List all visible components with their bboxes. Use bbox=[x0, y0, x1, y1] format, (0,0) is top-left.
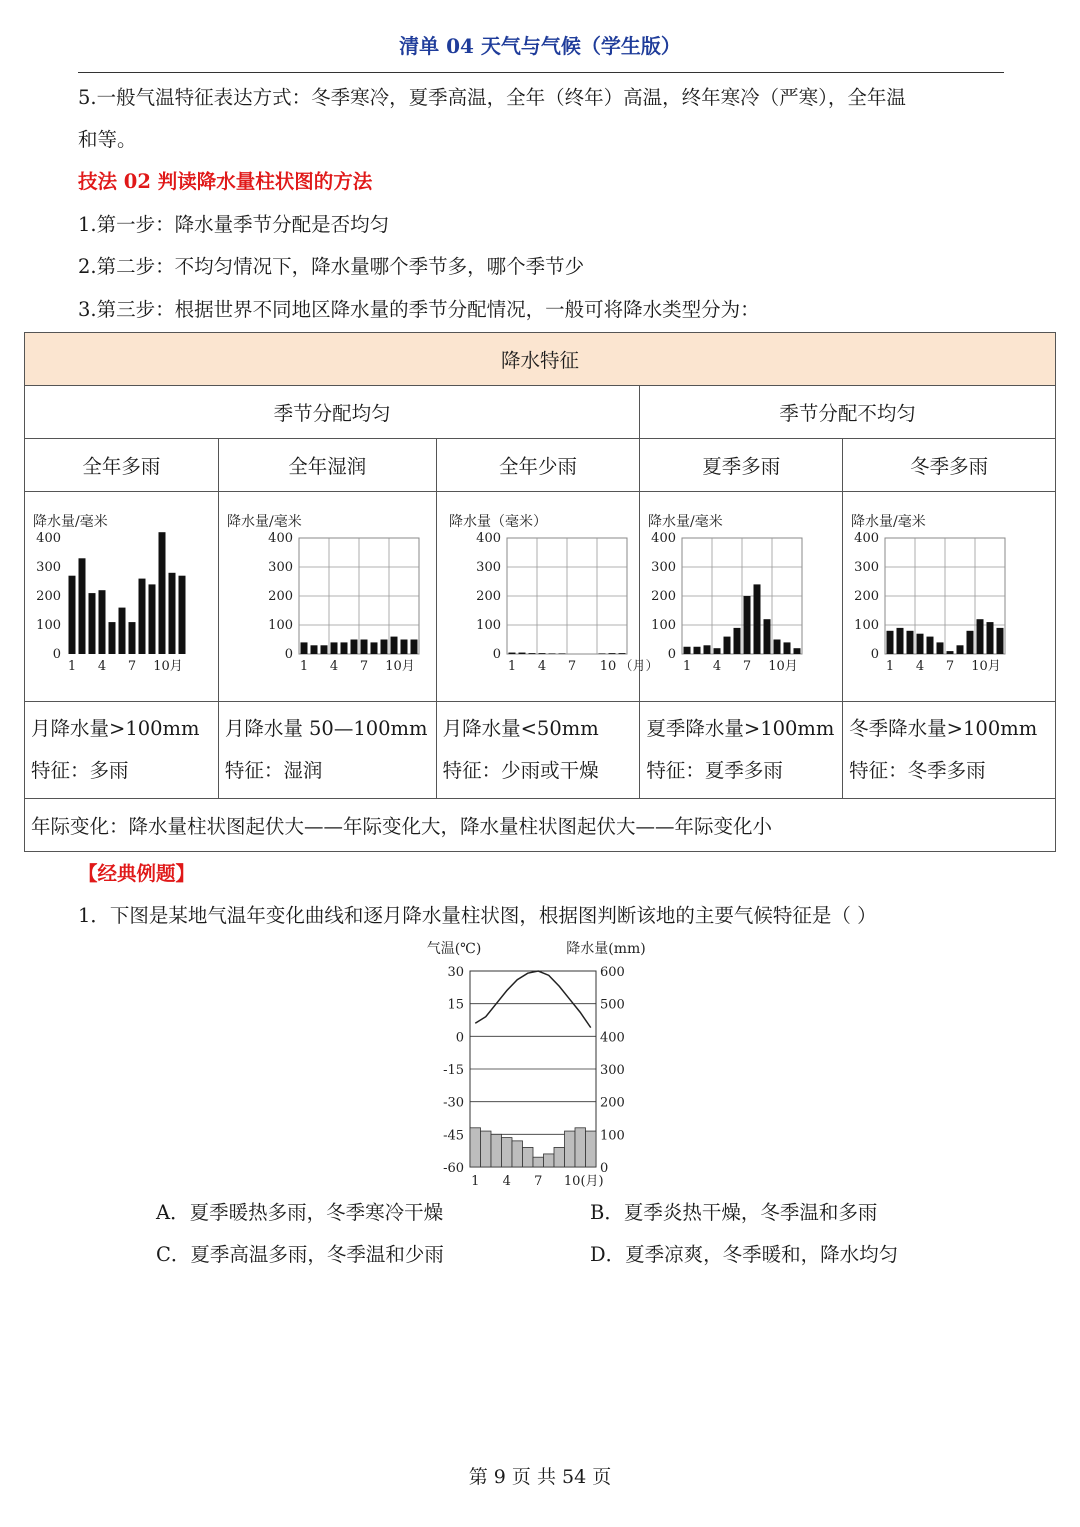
x-tick-label: 1 bbox=[471, 1174, 480, 1189]
bar bbox=[139, 579, 146, 654]
bar bbox=[967, 631, 974, 654]
x-tick-label: 4 bbox=[329, 659, 338, 674]
bar bbox=[350, 640, 357, 655]
bar bbox=[320, 645, 327, 654]
chart-cell bbox=[640, 492, 843, 702]
x-tick-label: 1 bbox=[886, 659, 895, 674]
y2-tick-label: 500 bbox=[600, 997, 625, 1013]
x-tick-label: 1 bbox=[507, 659, 516, 674]
y-tick-label: 400 bbox=[268, 531, 293, 546]
y-tick-label: 0 bbox=[492, 647, 501, 662]
annual-variation-note: 年际变化：降水量柱状图起伏大——年际变化大，降水量柱状图起伏大——年际变化小 bbox=[25, 799, 1056, 852]
precip-bar bbox=[491, 1134, 502, 1167]
method-title: 技法 02 判读降水量柱状图的方法 bbox=[78, 170, 373, 193]
option-a[interactable]: A．夏季暖热多雨，冬季寒冷干燥 bbox=[156, 1201, 444, 1224]
table-header: 降水特征 bbox=[25, 333, 1056, 386]
paragraph-5-line-1: 5.一般气温特征表达方式：冬季寒冷，夏季高温，全年（终年）高温，终年寒冷（严寒），全年温 bbox=[78, 86, 906, 109]
desc-cell bbox=[25, 702, 219, 799]
x-tick-label: 10月 bbox=[153, 659, 183, 674]
option-d[interactable]: D．夏季凉爽，冬季暖和，降水均匀 bbox=[590, 1243, 899, 1266]
bar bbox=[79, 558, 86, 654]
desc-line: 特征：少雨或干燥 bbox=[442, 759, 599, 782]
precip-bar bbox=[523, 1147, 534, 1167]
y-axis-title: 气温(℃) bbox=[426, 941, 482, 957]
y-tick-label: 0 bbox=[284, 647, 293, 662]
bar bbox=[119, 608, 126, 654]
desc-line: 特征：夏季多雨 bbox=[646, 759, 783, 782]
chart-title: 降水量/毫米 bbox=[226, 514, 302, 530]
step-2: 2.第二步：不均匀情况下，降水量哪个季节多，哪个季节少 bbox=[78, 255, 585, 278]
bar bbox=[704, 645, 711, 654]
x-tick-label: 7 bbox=[359, 659, 368, 674]
precipitation-table bbox=[24, 332, 1056, 852]
precip-bar bbox=[502, 1138, 513, 1167]
page-footer: 第 9 页 共 54 页 bbox=[468, 1466, 612, 1488]
y-tick-label: 0 bbox=[870, 647, 880, 662]
bar bbox=[109, 622, 116, 654]
desc-line: 月降水量<50mm bbox=[442, 717, 599, 740]
desc-line: 特征：冬季多雨 bbox=[849, 759, 986, 782]
bar bbox=[927, 637, 934, 654]
example-label: 【经典例题】 bbox=[78, 862, 196, 885]
x-tick-label: 7 bbox=[127, 659, 137, 674]
y-tick-label: 300 bbox=[475, 560, 501, 575]
bar bbox=[907, 631, 914, 654]
desc-cell bbox=[640, 702, 843, 799]
desc-line: 夏季降水量>100mm bbox=[646, 717, 835, 740]
bar bbox=[129, 622, 136, 654]
bar bbox=[694, 647, 701, 654]
bar bbox=[548, 653, 555, 654]
option-b[interactable]: B．夏季炎热干燥，冬季温和多雨 bbox=[590, 1201, 878, 1224]
y-tick-label: 300 bbox=[36, 560, 61, 575]
bar bbox=[518, 653, 525, 654]
bar bbox=[794, 648, 801, 654]
example-question: 1．下图是某地气温年变化曲线和逐月降水量柱状图，根据图判断该地的主要气候特征是（ ） bbox=[78, 904, 877, 927]
y-tick-label: -60 bbox=[443, 1161, 464, 1176]
paragraph-5-line-2: 和等。 bbox=[78, 128, 137, 151]
bar bbox=[977, 619, 984, 654]
x-tick-label: 4 bbox=[97, 659, 107, 674]
mini-chart-1 bbox=[25, 492, 219, 702]
bar bbox=[528, 653, 535, 654]
x-tick-label: 1 bbox=[299, 659, 308, 674]
y-tick-label: -30 bbox=[443, 1095, 464, 1111]
precip-bar bbox=[533, 1157, 544, 1167]
group-uneven: 季节分配不均匀 bbox=[640, 386, 1056, 439]
x-tick-label: 1 bbox=[67, 659, 77, 674]
x-tick-label: 4 bbox=[713, 659, 722, 674]
chart-title: 降水量（毫米） bbox=[448, 514, 547, 530]
bar bbox=[887, 631, 894, 654]
x-tick-label: 10(月) bbox=[563, 1174, 604, 1189]
y-tick-label: 100 bbox=[651, 618, 677, 633]
chart-title: 降水量/毫米 bbox=[648, 514, 724, 530]
y-tick-label: -45 bbox=[443, 1128, 464, 1144]
y-tick-label: 30 bbox=[447, 965, 464, 980]
x-tick-label: 1 bbox=[683, 659, 692, 674]
y2-tick-label: 100 bbox=[600, 1128, 625, 1144]
bar bbox=[957, 645, 964, 654]
x-tick-label: 4 bbox=[916, 659, 925, 674]
bar bbox=[330, 642, 337, 654]
precip-bar bbox=[470, 1128, 481, 1167]
y-tick-label: 100 bbox=[36, 618, 61, 633]
page-header-title: 清单 04 天气与气候（学生版） bbox=[399, 34, 681, 58]
x-tick-label: 10月 bbox=[385, 659, 415, 674]
y-tick-label: 100 bbox=[854, 618, 880, 633]
y-tick-label: 100 bbox=[475, 618, 501, 633]
bar bbox=[149, 584, 156, 654]
y2-tick-label: 600 bbox=[600, 965, 625, 980]
bar bbox=[987, 622, 994, 654]
chart-title: 降水量/毫米 bbox=[851, 514, 926, 530]
bar bbox=[99, 590, 106, 654]
bar bbox=[744, 596, 751, 654]
desc-line: 冬季降水量>100mm bbox=[849, 717, 1038, 740]
option-c[interactable]: C．夏季高温多雨，冬季温和少雨 bbox=[156, 1243, 444, 1266]
y-tick-label: 400 bbox=[651, 531, 677, 546]
desc-line: 特征：湿润 bbox=[224, 759, 323, 782]
x-tick-label: 7 bbox=[534, 1174, 543, 1189]
x-tick-label: 7 bbox=[567, 659, 576, 674]
bar bbox=[370, 642, 377, 654]
chart-title: 降水量/毫米 bbox=[33, 514, 108, 530]
bar bbox=[380, 640, 387, 655]
bar bbox=[684, 647, 691, 654]
bar bbox=[558, 653, 565, 654]
y2-tick-label: 300 bbox=[600, 1063, 625, 1078]
step-1: 1.第一步：降水量季节分配是否均匀 bbox=[78, 213, 390, 236]
y-tick-label: 300 bbox=[651, 560, 677, 575]
bar bbox=[310, 645, 317, 654]
desc-cell bbox=[436, 702, 640, 799]
bar bbox=[774, 640, 781, 655]
bar bbox=[598, 653, 605, 654]
chart-cell bbox=[25, 492, 219, 702]
y-tick-label: 200 bbox=[651, 589, 677, 604]
chart-cell bbox=[218, 492, 436, 702]
bar bbox=[997, 628, 1004, 654]
chart-cell bbox=[436, 492, 659, 702]
desc-line: 月降水量 50—100mm bbox=[224, 717, 428, 740]
bar bbox=[764, 619, 771, 654]
bar bbox=[724, 637, 731, 654]
y-tick-label: 200 bbox=[268, 589, 293, 604]
y-tick-label: 300 bbox=[854, 560, 880, 575]
y2-axis-title: 降水量(mm) bbox=[566, 941, 646, 957]
group-even: 季节分配均匀 bbox=[25, 386, 640, 439]
y-tick-label: 400 bbox=[475, 531, 501, 546]
desc-cell bbox=[843, 702, 1056, 799]
bar bbox=[608, 653, 615, 654]
type-cell: 冬季多雨 bbox=[843, 439, 1056, 492]
x-tick-label: 7 bbox=[743, 659, 752, 674]
x-tick-label: 4 bbox=[502, 1174, 511, 1189]
y-tick-label: 300 bbox=[268, 560, 293, 575]
temperature-curve bbox=[475, 971, 591, 1028]
x-tick-label: 4 bbox=[537, 659, 546, 674]
mini-chart-5 bbox=[843, 492, 1056, 702]
climate-chart bbox=[410, 935, 670, 1195]
x-tick-label: 10月 bbox=[971, 659, 1001, 674]
y-tick-label: 0 bbox=[455, 1030, 464, 1046]
bar bbox=[169, 573, 176, 654]
mini-chart-3 bbox=[437, 492, 659, 702]
mini-chart-2 bbox=[219, 492, 437, 702]
bar bbox=[947, 651, 954, 654]
bar bbox=[508, 653, 515, 654]
bar bbox=[897, 628, 904, 654]
type-cell: 全年少雨 bbox=[436, 439, 640, 492]
bar bbox=[618, 653, 625, 654]
bar bbox=[159, 532, 166, 654]
x-tick-label: 7 bbox=[946, 659, 955, 674]
bar bbox=[360, 640, 367, 655]
precip-bar bbox=[512, 1141, 523, 1167]
bar bbox=[714, 648, 721, 654]
y2-tick-label: 200 bbox=[600, 1095, 625, 1111]
chart-cell bbox=[843, 492, 1056, 702]
bar bbox=[89, 593, 96, 654]
bar bbox=[538, 653, 545, 654]
desc-line: 特征：多雨 bbox=[31, 759, 129, 782]
y-tick-label: 0 bbox=[52, 647, 61, 662]
y-tick-label: 200 bbox=[854, 589, 880, 604]
precip-bar bbox=[565, 1131, 576, 1167]
bar bbox=[410, 640, 417, 655]
y-tick-label: -15 bbox=[443, 1063, 464, 1078]
desc-cell bbox=[218, 702, 436, 799]
bar bbox=[69, 576, 76, 654]
y-tick-label: 400 bbox=[36, 531, 61, 546]
type-cell: 夏季多雨 bbox=[640, 439, 843, 492]
y-tick-label: 100 bbox=[268, 618, 293, 633]
bar bbox=[937, 642, 944, 654]
y-tick-label: 400 bbox=[854, 531, 880, 546]
bar bbox=[917, 634, 924, 654]
x-tick-label: 10 bbox=[599, 659, 616, 674]
bar bbox=[734, 628, 741, 654]
type-cell: 全年多雨 bbox=[25, 439, 219, 492]
desc-line: 月降水量>100mm bbox=[31, 717, 200, 740]
precip-bar bbox=[586, 1131, 597, 1167]
y2-tick-label: 0 bbox=[600, 1161, 609, 1176]
y-tick-label: 15 bbox=[447, 997, 464, 1013]
bar bbox=[300, 642, 307, 654]
precip-bar bbox=[544, 1154, 555, 1167]
mini-chart-4 bbox=[640, 492, 843, 702]
bar bbox=[784, 642, 791, 654]
y-tick-label: 200 bbox=[475, 589, 501, 604]
x-tick-label: （月） bbox=[619, 659, 659, 674]
y-tick-label: 0 bbox=[668, 647, 677, 662]
step-3: 3.第三步：根据世界不同地区降水量的季节分配情况，一般可将降水类型分为： bbox=[78, 298, 760, 321]
bar bbox=[390, 637, 397, 654]
bar bbox=[340, 642, 347, 654]
x-tick-label: 10月 bbox=[768, 659, 799, 674]
y2-tick-label: 400 bbox=[600, 1030, 625, 1046]
bar bbox=[754, 584, 761, 654]
bar bbox=[179, 576, 186, 654]
bar bbox=[400, 640, 407, 655]
precip-bar bbox=[575, 1128, 586, 1167]
precip-bar bbox=[554, 1147, 565, 1167]
precip-bar bbox=[481, 1131, 492, 1167]
type-cell: 全年湿润 bbox=[218, 439, 436, 492]
header-divider bbox=[78, 72, 1004, 73]
y-tick-label: 200 bbox=[36, 589, 61, 604]
